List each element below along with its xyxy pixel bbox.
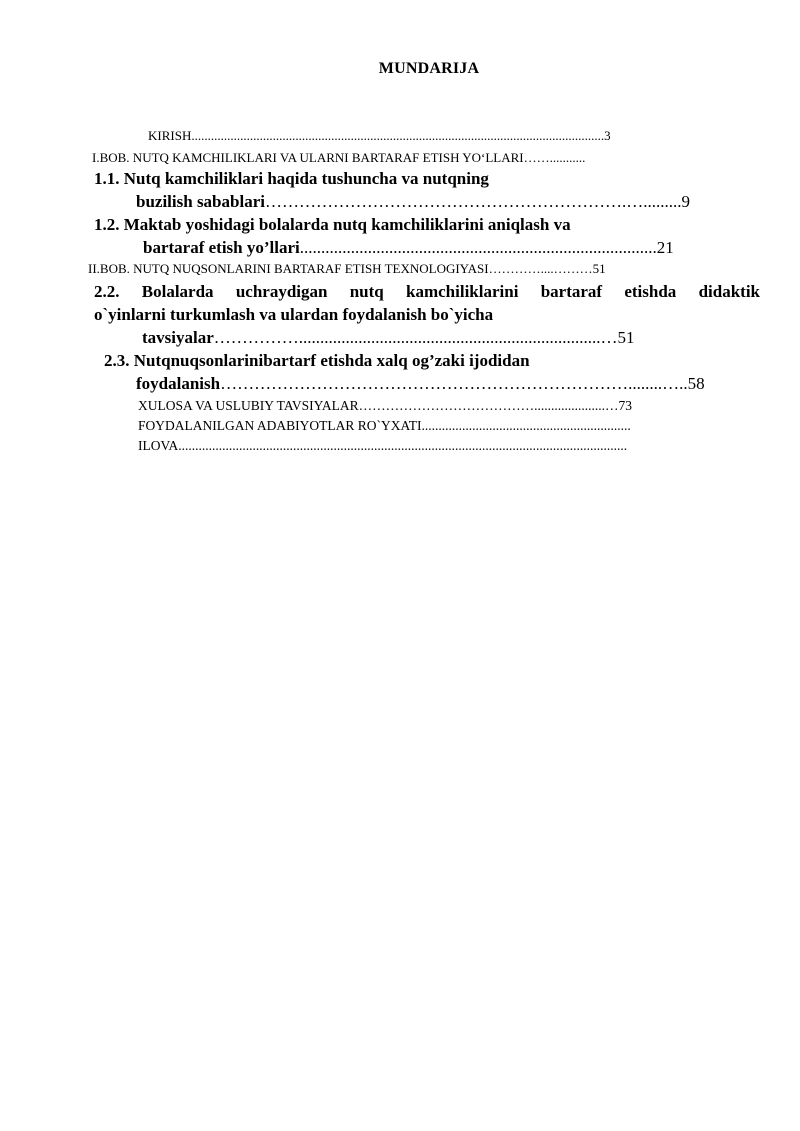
toc-leader-dots: ……………………………………………………….….........	[264, 192, 682, 211]
toc-page-number: 73	[618, 398, 632, 413]
toc-leader-dots: ………………………………………………………………........…..	[220, 374, 688, 393]
toc-entry-label: o`yinlarni turkumlash va ulardan foydalanish bo`yicha	[94, 305, 494, 324]
toc-page-number: 51	[592, 261, 606, 276]
toc-entry-label: bartaraf etish yo’llari	[143, 238, 300, 257]
toc-entry-bob2	[88, 262, 606, 277]
toc-entry-label: ILOVA.....................................................................................................................................	[138, 438, 628, 453]
toc-entry-label: II.BOB. NUTQ NUQSONLARINI BARTARAF ETISH TEXNOLOGIYASI…………....………	[88, 261, 593, 276]
toc-entry-label: tavsiyalar	[142, 328, 214, 347]
toc-entry-1-2-line1	[94, 215, 571, 235]
toc-entry-label: foydalanish	[136, 374, 221, 393]
toc-page-number: 58	[687, 374, 705, 393]
toc-entry-kirish	[148, 129, 611, 144]
toc-entry-label: KIRISH...............................................................................................................................	[148, 128, 605, 143]
toc-entry-2-2-line2	[94, 305, 493, 325]
toc-page-number: 21	[656, 238, 674, 257]
toc-leader-dots: ....................................................................................	[299, 238, 657, 257]
toc-entry-1-2-line2	[143, 238, 674, 258]
toc-entry-label: XULOSA VA USLUBIY TAVSIYALAR………………………………….....................…	[138, 398, 619, 413]
toc-page-number: 51	[617, 328, 635, 347]
toc-entry-xulosa	[138, 398, 632, 414]
toc-entry-label: 1.2. Maktab yoshidagi bolalarda nutq kamchiliklarini aniqlash va	[94, 215, 571, 234]
toc-entry-adabiyotlar	[138, 418, 631, 434]
toc-page-number: 9	[681, 192, 690, 211]
toc-entry-label: 2.3. Nutqnuqsonlarinibartarf etishda xalq og’zaki ijodidan	[104, 351, 530, 370]
toc-entry-1-1-line2	[136, 192, 690, 212]
toc-entry-2-2-line3	[142, 328, 635, 348]
page-title: MUNDARIJA	[378, 60, 480, 77]
toc-entry-1-1-line1	[94, 169, 489, 189]
toc-entry-label: I.BOB. NUTQ KAMCHILIKLARI VA ULARNI BARTARAF ETISH YO‘LLARI……...........	[92, 150, 586, 165]
toc-entry-2-3-line2	[136, 374, 705, 394]
toc-entry-2-3-line1	[104, 351, 530, 371]
toc-entry-bob1	[92, 151, 585, 166]
toc-entry-ilova	[138, 438, 627, 454]
toc-entry-label: buzilish sabablari	[136, 192, 265, 211]
toc-leader-dots: …………….......................................................................…	[213, 328, 618, 347]
toc-entry-2-2-line1: 2.2. Bolalarda uchraydigan nutq kamchiliklarini bartaraf etishda didaktik	[94, 282, 760, 301]
toc-page-number: 3	[604, 128, 611, 143]
toc-entry-label: 1.1. Nutq kamchiliklari haqida tushuncha va nutqning	[94, 169, 489, 188]
toc-entry-label: FOYDALANILGAN ADABIYOTLAR RO`YXATI..............................................................	[138, 418, 631, 433]
